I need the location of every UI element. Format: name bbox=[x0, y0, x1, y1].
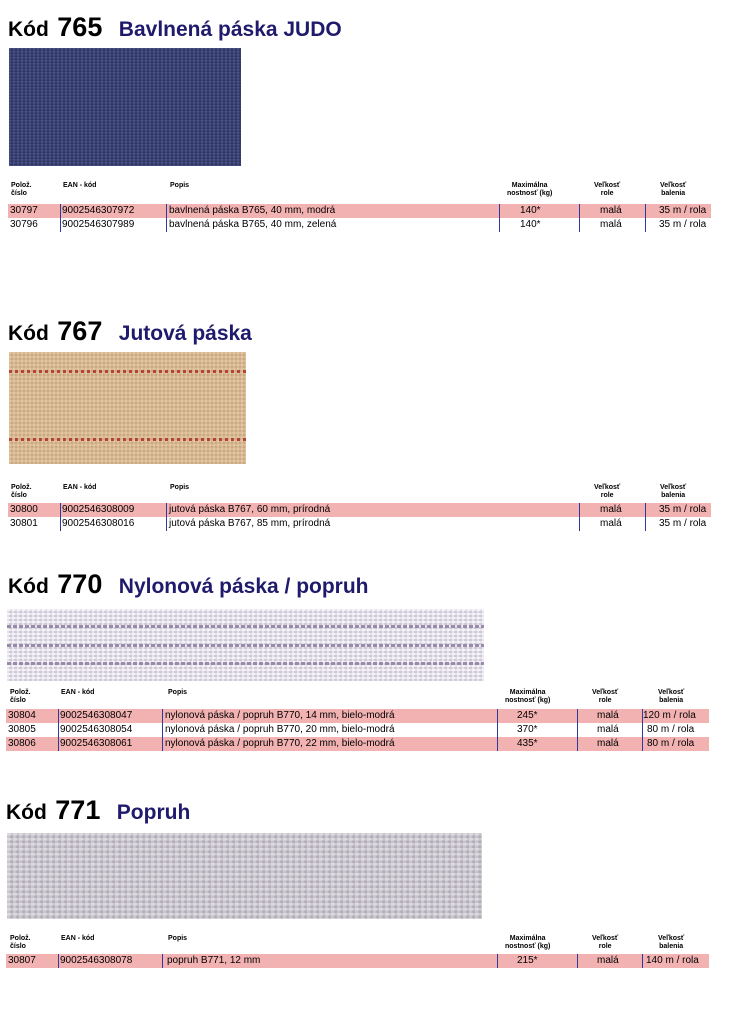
table-row bbox=[8, 218, 711, 232]
header-ean: EAN - kód bbox=[63, 484, 97, 491]
product-name: Bavlnená páska JUDO bbox=[118, 18, 342, 41]
column-divider bbox=[162, 954, 163, 968]
bal-cell: 120 m / rola bbox=[643, 710, 696, 721]
column-divider bbox=[497, 709, 498, 751]
kod-number: 765 bbox=[57, 12, 103, 42]
desc-cell: bavlnená páska B765, 40 mm, zelená bbox=[169, 219, 337, 230]
role-cell: malá bbox=[600, 205, 622, 216]
pos-cell: 30805 bbox=[8, 724, 36, 735]
column-divider bbox=[166, 204, 167, 232]
role-cell: malá bbox=[600, 518, 622, 529]
column-divider bbox=[60, 204, 61, 232]
header-desc: Popis bbox=[168, 935, 188, 942]
header-pos: Polož. číslo bbox=[10, 935, 31, 950]
max-cell: 140* bbox=[520, 219, 541, 230]
header-bal: Veľkosť balenia bbox=[658, 689, 685, 704]
column-divider bbox=[579, 503, 580, 531]
kod-label: Kód bbox=[8, 322, 49, 345]
ean-cell: 9002546308009 bbox=[62, 504, 135, 515]
role-cell: malá bbox=[600, 504, 622, 515]
header-desc: Popis bbox=[168, 689, 188, 696]
product-swatch-jute bbox=[9, 352, 246, 464]
ean-cell: 9002546308078 bbox=[60, 955, 133, 966]
header-role: Veľkosť role bbox=[592, 689, 619, 704]
header-max: Maximálna nostnosť (kg) bbox=[505, 689, 551, 704]
pos-cell: 30796 bbox=[10, 219, 38, 230]
bal-cell: 35 m / rola bbox=[659, 205, 707, 216]
pos-cell: 30800 bbox=[10, 504, 38, 515]
column-divider bbox=[642, 709, 643, 751]
column-divider bbox=[58, 709, 59, 751]
desc-cell: popruh B771, 12 mm bbox=[167, 955, 261, 966]
desc-cell: nylonová páska / popruh B770, 20 mm, bielo-modrá bbox=[165, 724, 395, 735]
ean-cell: 9002546308054 bbox=[60, 724, 133, 735]
product-swatch-nylon bbox=[7, 609, 484, 681]
product-name: Nylonová páska / popruh bbox=[118, 575, 369, 598]
section-title bbox=[6, 797, 190, 824]
role-cell: malá bbox=[597, 710, 619, 721]
bal-cell: 140 m / rola bbox=[646, 955, 699, 966]
max-cell: 140* bbox=[520, 205, 541, 216]
table-row bbox=[8, 204, 711, 218]
kod-number: 767 bbox=[57, 316, 103, 346]
column-divider bbox=[642, 954, 643, 968]
max-cell: 215* bbox=[517, 955, 538, 966]
column-divider bbox=[645, 503, 646, 531]
role-cell: malá bbox=[597, 955, 619, 966]
pos-cell: 30807 bbox=[8, 955, 36, 966]
pos-cell: 30801 bbox=[10, 518, 38, 529]
header-role: Veľkosť role bbox=[594, 484, 621, 499]
header-bal: Veľkosť balenia bbox=[660, 484, 687, 499]
table-row bbox=[8, 503, 711, 517]
product-swatch-strap bbox=[7, 833, 482, 919]
column-divider bbox=[579, 204, 580, 232]
kod-number: 770 bbox=[57, 569, 103, 599]
pos-cell: 30804 bbox=[8, 710, 36, 721]
header-pos: Polož. číslo bbox=[11, 484, 32, 499]
table-row bbox=[8, 517, 711, 531]
bal-cell: 35 m / rola bbox=[659, 219, 707, 230]
ean-cell: 9002546307989 bbox=[62, 219, 135, 230]
column-divider bbox=[499, 204, 500, 232]
header-max: Maximálna nostnosť (kg) bbox=[507, 182, 553, 197]
table-row bbox=[6, 709, 709, 723]
ean-cell: 9002546308047 bbox=[60, 710, 133, 721]
header-desc: Popis bbox=[170, 484, 190, 491]
desc-cell: nylonová páska / popruh B770, 22 mm, bielo-modrá bbox=[165, 738, 395, 749]
desc-cell: nylonová páska / popruh B770, 14 mm, bielo-modrá bbox=[165, 710, 395, 721]
section-title bbox=[8, 14, 342, 41]
kod-number: 771 bbox=[55, 795, 101, 825]
table-row bbox=[6, 723, 709, 737]
ean-cell: 9002546308061 bbox=[60, 738, 133, 749]
column-divider bbox=[577, 709, 578, 751]
header-ean: EAN - kód bbox=[61, 689, 95, 696]
column-divider bbox=[645, 204, 646, 232]
header-bal: Veľkosť balenia bbox=[660, 182, 687, 197]
header-ean: EAN - kód bbox=[61, 935, 95, 942]
bal-cell: 80 m / rola bbox=[647, 738, 695, 749]
column-divider bbox=[162, 709, 163, 751]
desc-cell: jutová páska B767, 85 mm, prírodná bbox=[169, 518, 331, 529]
header-pos: Polož. číslo bbox=[10, 689, 31, 704]
section-title bbox=[8, 571, 369, 598]
product-name: Jutová páska bbox=[118, 322, 252, 345]
column-divider bbox=[166, 503, 167, 531]
max-cell: 370* bbox=[517, 724, 538, 735]
header-role: Veľkosť role bbox=[594, 182, 621, 197]
kod-label: Kód bbox=[8, 575, 49, 598]
bal-cell: 35 m / rola bbox=[659, 518, 707, 529]
kod-label: Kód bbox=[8, 18, 49, 41]
product-swatch-blue-cotton bbox=[9, 48, 241, 166]
column-divider bbox=[58, 954, 59, 968]
max-cell: 245* bbox=[517, 710, 538, 721]
desc-cell: jutová páska B767, 60 mm, prírodná bbox=[169, 504, 331, 515]
header-desc: Popis bbox=[170, 182, 190, 189]
product-name: Popruh bbox=[116, 801, 191, 824]
ean-cell: 9002546308016 bbox=[62, 518, 135, 529]
pos-cell: 30806 bbox=[8, 738, 36, 749]
desc-cell: bavlnená páska B765, 40 mm, modrá bbox=[169, 205, 336, 216]
bal-cell: 35 m / rola bbox=[659, 504, 707, 515]
header-role: Veľkosť role bbox=[592, 935, 619, 950]
pos-cell: 30797 bbox=[10, 205, 38, 216]
max-cell: 435* bbox=[517, 738, 538, 749]
column-divider bbox=[497, 954, 498, 968]
ean-cell: 9002546307972 bbox=[62, 205, 135, 216]
role-cell: malá bbox=[597, 738, 619, 749]
column-divider bbox=[60, 503, 61, 531]
table-row bbox=[6, 737, 709, 751]
column-divider bbox=[577, 954, 578, 968]
header-pos: Polož. číslo bbox=[11, 182, 32, 197]
bal-cell: 80 m / rola bbox=[647, 724, 695, 735]
table-row bbox=[6, 954, 709, 968]
role-cell: malá bbox=[600, 219, 622, 230]
kod-label: Kód bbox=[6, 801, 47, 824]
header-bal: Veľkosť balenia bbox=[658, 935, 685, 950]
role-cell: malá bbox=[597, 724, 619, 735]
header-max: Maximálna nostnosť (kg) bbox=[505, 935, 551, 950]
section-title bbox=[8, 318, 252, 345]
header-ean: EAN - kód bbox=[63, 182, 97, 189]
